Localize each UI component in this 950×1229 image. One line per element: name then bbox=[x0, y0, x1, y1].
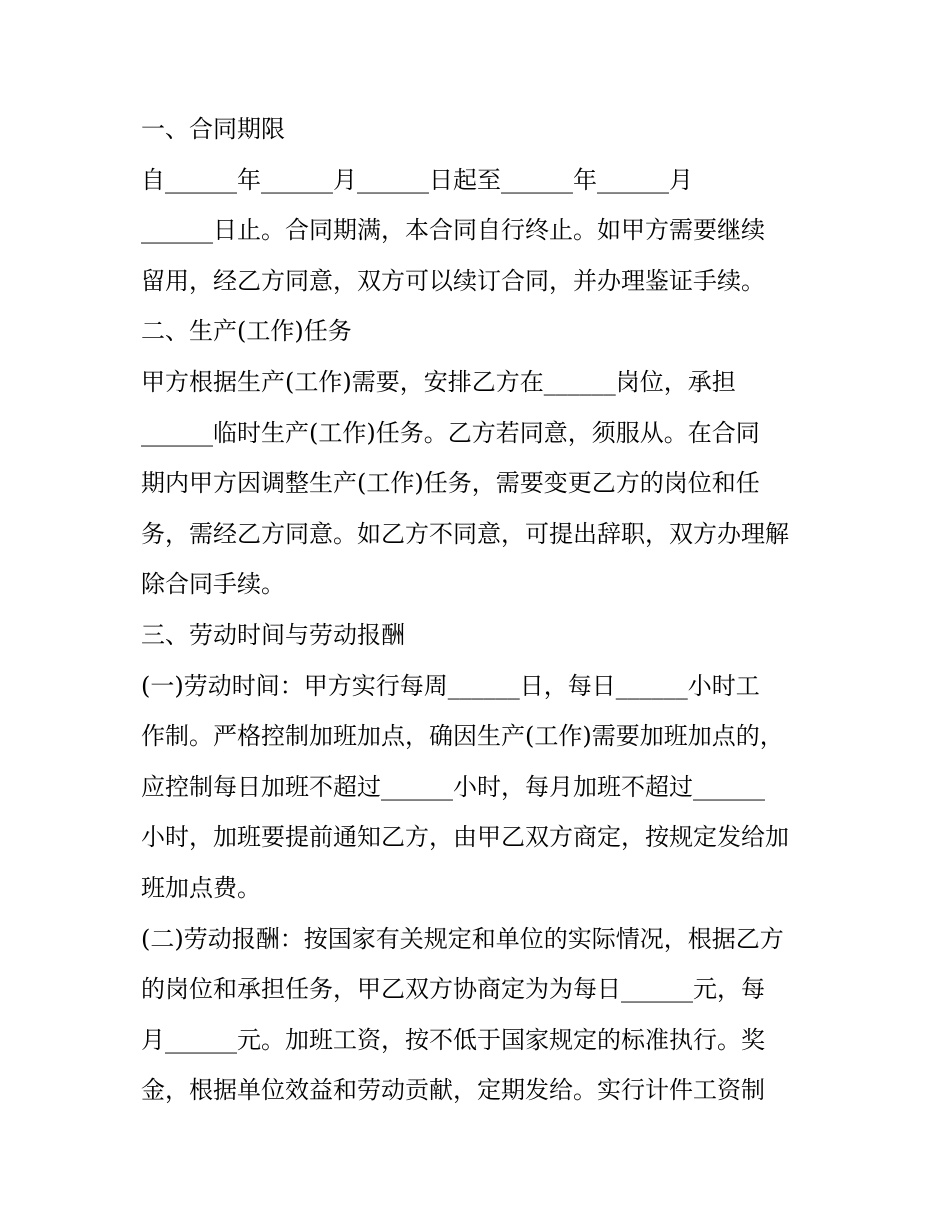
text-line: ______日止。合同期满，本合同自行终止。如甲方需要继续 bbox=[141, 216, 765, 245]
text-line: 自______年______月______日起至______年______月 bbox=[141, 165, 693, 194]
section-heading: 一、合同期限 bbox=[141, 115, 285, 143]
text-line: 小时，加班要提前通知乙方，由甲乙双方商定，按规定发给加 bbox=[141, 823, 789, 852]
text-line: 月______元。加班工资，按不低于国家规定的标准执行。奖 bbox=[141, 1025, 765, 1054]
document-page bbox=[141, 104, 821, 1116]
text-line: ______临时生产(工作)任务。乙方若同意，须服从。在合同 bbox=[141, 418, 760, 447]
text-line: 作制。严格控制加班加点，确因生产(工作)需要加班加点的， bbox=[141, 722, 784, 751]
section-heading: 三、劳动时间与劳动报酬 bbox=[141, 620, 405, 649]
text-line: 除合同手续。 bbox=[141, 570, 285, 599]
text-line: (一)劳动时间：甲方实行每周______日，每日______小时工 bbox=[141, 671, 760, 700]
text-line: 的岗位和承担任务，甲乙双方协商定为为每日______元，每 bbox=[141, 975, 765, 1004]
text-line: 金，根据单位效益和劳动贡献，定期发给。实行计件工资制 bbox=[141, 1076, 765, 1105]
text-line: 班加点费。 bbox=[141, 873, 261, 902]
text-line: 务，需经乙方同意。如乙方不同意，可提出辞职，双方办理解 bbox=[141, 519, 789, 548]
text-line: 留用，经乙方同意，双方可以续订合同，并办理鉴证手续。 bbox=[141, 266, 765, 295]
text-line: 期内甲方因调整生产(工作)任务，需要变更乙方的岗位和任 bbox=[141, 469, 760, 498]
text-line: 应控制每日加班不超过______小时，每月加班不超过______ bbox=[141, 772, 765, 801]
text-line: (二)劳动报酬：按国家有关规定和单位的实际情况，根据乙方 bbox=[141, 924, 784, 953]
section-heading: 二、生产(工作)任务 bbox=[141, 317, 352, 346]
text-line: 甲方根据生产(工作)需要，安排乙方在______岗位，承担 bbox=[141, 367, 736, 396]
